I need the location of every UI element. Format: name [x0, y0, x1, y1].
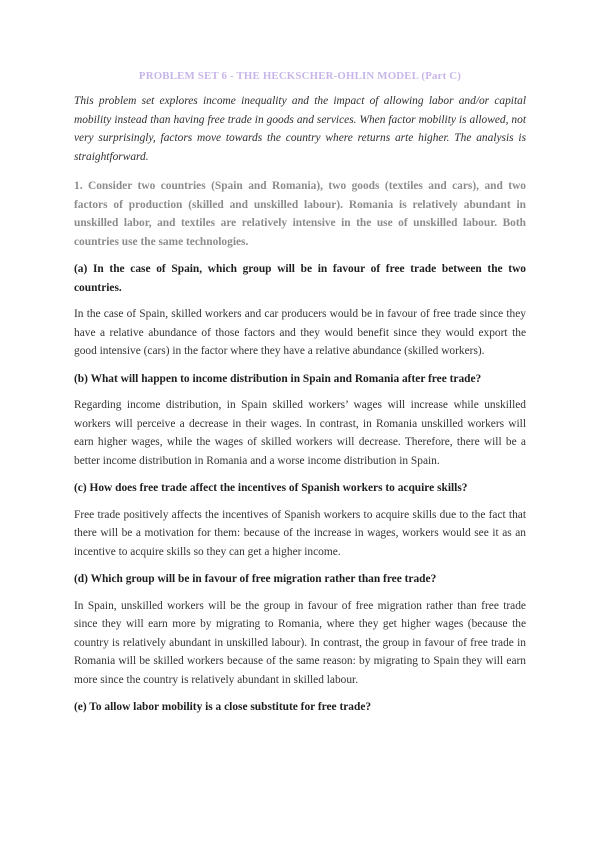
answer-d: In Spain, unskilled workers will be the group in favour of free migration rather than free trade since they will earn more by migrating to Romania, where they get higher wages (because the country is relatively abundant in unskilled labour). In contrast, the group in favour of free trade in Romania will be skilled workers because of the same reason: by migrating to Spain they will earn more since the country is relatively abundant in skilled labour. [74, 599, 526, 686]
question-e: (e) To allow labor mobility is a close substitute for free trade? [74, 701, 372, 713]
document-title: PROBLEM SET 6 - THE HECKSCHER-OHLIN MODEL (Part C) [138, 70, 462, 82]
question-b: (b) What will happen to income distribution in Spain and Romania after free trade? [74, 372, 482, 385]
question-1: 1. Consider two countries (Spain and Romania), two goods (textiles and cars), and two factors of production (skilled and unskilled labour). Romania is relatively abundant in unskilled labor, and textiles are relatively intensive in the use of unskilled labour. Both countries use the same technologies. [74, 180, 526, 248]
answer-a: In the case of Spain, skilled workers and car producers would be in favour of free trade since they have a relative abundance of those factors and they would benefit since they would export the good intensive (cars) in the factor where they have a relative abundance (skilled workers). [74, 308, 526, 357]
question-c: (c) How does free trade affect the incentives of Spanish workers to acquire skills? [74, 482, 468, 494]
question-a: (a) In the case of Spain, which group will be in favour of free trade between the two countries. [74, 263, 526, 294]
answer-c: Free trade positively affects the incentives of Spanish workers to acquire skills due to the fact that there will be a motivation for them: because of the increase in wages, workers would see it as an incentive to acquire skills so they can get a higher income. [74, 508, 526, 558]
intro-paragraph: This problem set explores income inequality and the impact of allowing labor and/or capital mobility instead than having free trade in goods and services. When factor mobility is allowed, not very surprisingly, factors move towards the country where returns arte higher. The analysis is straightforward. [74, 95, 526, 163]
question-d: (d) Which group will be in favour of free migration rather than free trade? [74, 573, 437, 585]
answer-b: Regarding income distribution, in Spain skilled workers’ wages will increase while unskilled workers will perceive a decrease in their wages. In contrast, in Romania unskilled workers will earn higher wages, while the wages of skilled workers will decrease. Therefore, there will be a better income distribution in Romania and a worse income distribution in Spain. [74, 399, 526, 467]
